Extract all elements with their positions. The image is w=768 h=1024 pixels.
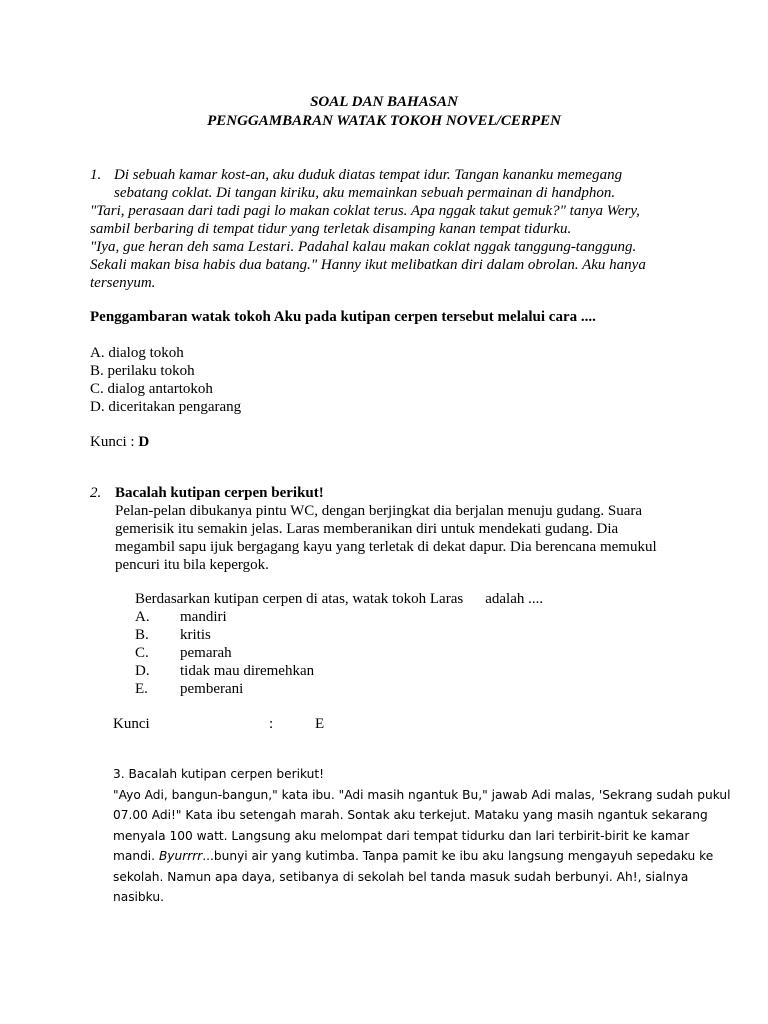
question-3-heading: 3. Bacalah kutipan cerpen berikut! [113, 767, 325, 781]
option-letter: E. [135, 681, 148, 697]
passage-line: Pelan-pelan dibukanya pintu WC, dengan berjingkat dia berjalan menuju gudang. Suara [115, 503, 643, 519]
document-subtitle: PENGGAMBARAN WATAK TOKOH NOVEL/CERPEN [207, 113, 561, 129]
option-letter: A. [135, 609, 150, 625]
option-text: kritis [180, 627, 211, 643]
passage-line: "Iya, gue heran deh sama Lestari. Padahal kalau makan coklat nggak tanggung-tanggung. [90, 239, 637, 255]
option-a: A. dialog tokoh [90, 345, 184, 361]
answer-key-value: E [315, 716, 325, 732]
option-d: D. diceritakan pengarang [90, 399, 242, 415]
onomatopoeia-text: Byurrrr [158, 849, 203, 863]
option-text: tidak mau diremehkan [180, 663, 315, 679]
answer-key-value: D [138, 434, 150, 450]
question-2-heading: Bacalah kutipan cerpen berikut! [115, 485, 324, 501]
option-c: C. dialog antartokoh [90, 381, 213, 397]
passage-line: "Tari, perasaan dari tadi pagi lo makan coklat terus. Apa nggak takut gemuk?" tanya Wery, [90, 203, 640, 219]
answer-key-label: Kunci : [90, 434, 139, 450]
question-3 [113, 764, 731, 908]
passage-line: gemerisik itu semakin jelas. Laras memberanikan diri untuk mendekati gudang. Dia [115, 521, 619, 537]
question-2-number: 2. [90, 485, 102, 501]
passage-text: ...bunyi air yang kutimba. Tanpa pamit ke ibu aku langsung mengayuh sepedaku ke [202, 849, 714, 863]
question-1-number: 1. [90, 167, 102, 183]
option-b: B. perilaku tokoh [90, 363, 195, 379]
passage-line: menyala 100 watt. Langsung aku melompat dari tempat tidurku dan lari terbirit-birit ke kamar [113, 828, 690, 843]
question-2-prompt [135, 590, 543, 608]
option-text: pemberani [180, 681, 244, 697]
answer-key-label: Kunci [113, 716, 150, 732]
passage-line: sambil berbaring di tempat tidur yang terletak disamping kanan tempat tidurku. [90, 221, 572, 237]
question-1-options [90, 344, 241, 416]
passage-text: mandi. [113, 849, 159, 863]
passage-line: sekolah. Namun apa daya, setibanya di sekolah bel tanda masuk sudah berbunyi. Ah!, sialnya [113, 869, 689, 884]
option-text: mandiri [180, 609, 227, 625]
option-letter: B. [135, 627, 149, 643]
passage-line: "Ayo Adi, bangun-bangun," kata ibu. "Adi masih ngantuk Bu," jawab Adi malas, 'Sekrang sudah pukul [113, 787, 731, 802]
option-text: pemarah [180, 645, 232, 661]
passage-line [113, 846, 714, 867]
passage-line: 07.00 Adi!" Kata ibu setengah marah. Sontak aku terkejut. Mataku yang masih ngantuk sekarang [113, 808, 708, 822]
passage-line: Di sebuah kamar kost-an, aku duduk diatas tempat idur. Tangan kananku memegang [114, 167, 623, 183]
question-1-answer-key [90, 433, 149, 451]
passage-line: pencuri itu bila kepergok. [115, 557, 269, 573]
option-letter: C. [135, 645, 149, 661]
passage-line: nasibku. [113, 890, 164, 904]
passage-line: Sekali makan bisa habis dua batang." Hanny ikut melibatkan diri dalam obrolan. Aku hanya [90, 257, 646, 273]
passage-line: tersenyum. [90, 275, 156, 291]
option-letter: D. [135, 663, 150, 679]
answer-key-colon: : [269, 716, 274, 732]
question-2-prompt-part1: Berdasarkan kutipan cerpen di atas, watak tokoh Laras [135, 591, 464, 607]
passage-line: megambil sapu ijuk bergagang kayu yang terletak di dekat dapur. Dia berencana memukul [115, 539, 657, 555]
question-1-prompt: Penggambaran watak tokoh Aku pada kutipan cerpen tersebut melalui cara .... [90, 309, 596, 325]
question-2-prompt-part2: adalah .... [485, 591, 544, 607]
question-1-passage [90, 166, 670, 292]
passage-line: sebatang coklat. Di tangan kiriku, aku memainkan sebuah permainan di handphon. [114, 185, 616, 201]
document-title: SOAL DAN BAHASAN [310, 94, 458, 110]
